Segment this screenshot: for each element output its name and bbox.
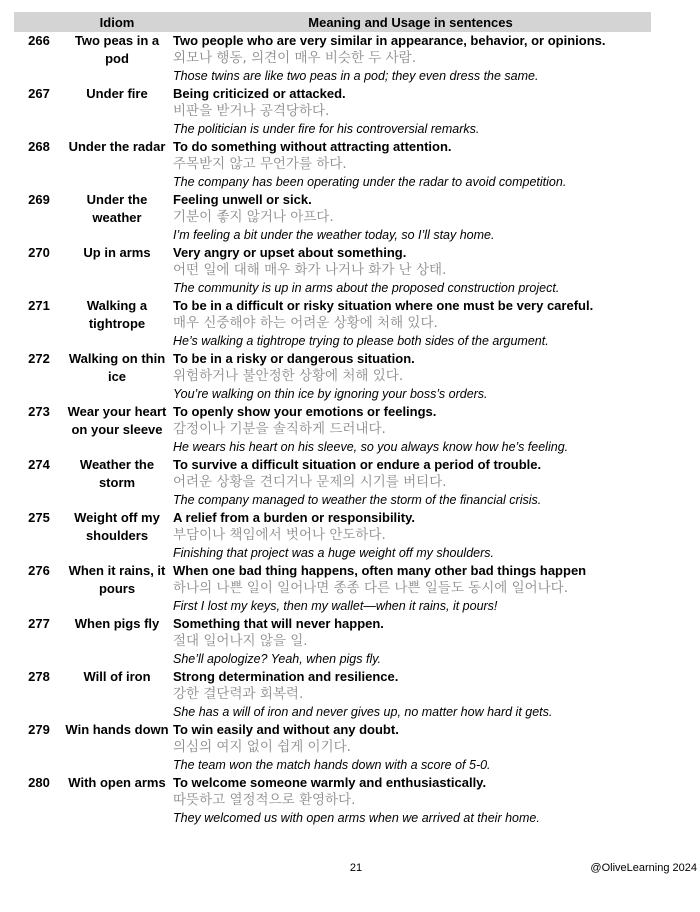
header-meaning: Meaning and Usage in sentences xyxy=(170,12,651,32)
idiom-number: 271 xyxy=(28,298,50,313)
idiom-number: 277 xyxy=(28,616,50,631)
meaning-english: Very angry or upset about something. xyxy=(173,245,407,260)
idiom-name: Will of iron xyxy=(83,669,151,684)
meaning-english: Two people who are very similar in appearance, behavior, or opinions. xyxy=(173,33,606,48)
idiom-meaning-cell xyxy=(170,562,651,615)
idiom-meaning-cell xyxy=(170,85,651,138)
meaning-english: To be in a risky or dangerous situation. xyxy=(173,351,415,366)
idiom-number: 270 xyxy=(28,245,50,260)
table-row xyxy=(14,191,651,244)
idiom-meaning-cell xyxy=(170,244,651,297)
meaning-english: To be in a difficult or risky situation where one must be very careful. xyxy=(173,298,594,313)
example-sentence: The politician is under fire for his controversial remarks. xyxy=(173,122,480,136)
idiom-meaning-cell xyxy=(170,350,651,403)
idiom-number: 278 xyxy=(28,669,50,684)
idiom-number: 266 xyxy=(28,33,50,48)
idiom-meaning-cell xyxy=(170,721,651,774)
example-sentence: They welcomed us with open arms when we arrived at their home. xyxy=(173,811,540,825)
idiom-name: Weight off my shoulders xyxy=(74,510,160,543)
meaning-korean: 기분이 좋지 않거나 아프다. xyxy=(173,209,334,225)
table-row xyxy=(14,615,651,668)
idiom-number: 279 xyxy=(28,722,50,737)
meaning-korean: 비판을 받거나 공격당하다. xyxy=(173,103,330,119)
table-row xyxy=(14,456,651,509)
idiom-number: 280 xyxy=(28,775,50,790)
meaning-english: To welcome someone warmly and enthusiastically. xyxy=(173,775,487,790)
meaning-korean: 주목받지 않고 무언가를 하다. xyxy=(173,156,347,172)
table-row xyxy=(14,32,651,85)
table-row xyxy=(14,774,651,827)
idiom-meaning-cell xyxy=(170,456,651,509)
example-sentence: I’m feeling a bit under the weather today, so I’ll stay home. xyxy=(173,228,495,242)
meaning-english: A relief from a burden or responsibility. xyxy=(173,510,415,525)
meaning-english: To survive a difficult situation or endure a period of trouble. xyxy=(173,457,542,472)
idiom-meaning-cell xyxy=(170,32,651,85)
meaning-english: To openly show your emotions or feelings. xyxy=(173,404,437,419)
header-idiom: Idiom xyxy=(64,12,170,32)
idiom-table xyxy=(14,12,651,827)
table-row xyxy=(14,350,651,403)
example-sentence: The company has been operating under the radar to avoid competition. xyxy=(173,175,567,189)
meaning-korean: 의심의 여지 없이 쉽게 이기다. xyxy=(173,739,351,755)
example-sentence: He’s walking a tightrope trying to please both sides of the argument. xyxy=(173,334,549,348)
idiom-name: Wear your heart on your sleeve xyxy=(67,404,167,437)
meaning-english: Feeling unwell or sick. xyxy=(173,192,312,207)
example-sentence: She has a will of iron and never gives up, no matter how hard it gets. xyxy=(173,705,553,719)
meaning-korean: 어려운 상황을 견디거나 문제의 시기를 버티다. xyxy=(173,474,447,490)
idiom-name: Under fire xyxy=(86,86,148,101)
example-sentence: First I lost my keys, then my wallet—when it rains, it pours! xyxy=(173,599,498,613)
table-row xyxy=(14,668,651,721)
meaning-english: When one bad thing happens, often many other bad things happen xyxy=(173,563,587,578)
meaning-english: Being criticized or attacked. xyxy=(173,86,346,101)
idiom-meaning-cell xyxy=(170,774,651,827)
idiom-name: Up in arms xyxy=(83,245,151,260)
table-row xyxy=(14,297,651,350)
idiom-name: When pigs fly xyxy=(74,616,160,631)
idiom-name: Weather the storm xyxy=(79,457,155,490)
idiom-number: 276 xyxy=(28,563,50,578)
idiom-meaning-cell xyxy=(170,615,651,668)
meaning-korean: 외모나 행동, 의견이 매우 비슷한 두 사람. xyxy=(173,50,416,66)
idiom-number: 275 xyxy=(28,510,50,525)
idiom-name: Two peas in a pod xyxy=(74,33,160,66)
table-row xyxy=(14,85,651,138)
table-body xyxy=(14,32,651,827)
meaning-korean: 부담이나 책임에서 벗어나 안도하다. xyxy=(173,527,386,543)
example-sentence: You’re walking on thin ice by ignoring your boss’s orders. xyxy=(173,387,488,401)
idiom-number: 273 xyxy=(28,404,50,419)
table-row xyxy=(14,244,651,297)
example-sentence: The team won the match hands down with a score of 5-0. xyxy=(173,758,491,772)
idiom-number: 269 xyxy=(28,192,50,207)
idiom-name: Win hands down xyxy=(65,722,169,737)
idiom-meaning-cell xyxy=(170,403,651,456)
meaning-korean: 감정이나 기분을 솔직하게 드러내다. xyxy=(173,421,386,437)
example-sentence: The company managed to weather the storm of the financial crisis. xyxy=(173,493,542,507)
meaning-english: To do something without attracting attention. xyxy=(173,139,452,154)
meaning-english: To win easily and without any doubt. xyxy=(173,722,399,737)
example-sentence: The community is up in arms about the proposed construction project. xyxy=(173,281,560,295)
meaning-korean: 절대 일어나지 않을 일. xyxy=(173,633,308,649)
meaning-korean: 하나의 나쁜 일이 일어나면 종종 다른 나쁜 일들도 동시에 일어나다. xyxy=(173,580,569,596)
idiom-meaning-cell xyxy=(170,191,651,244)
table-row xyxy=(14,138,651,191)
idiom-meaning-cell xyxy=(170,297,651,350)
footer-credit: @OliveLearning 2024 xyxy=(590,862,697,874)
idiom-meaning-cell xyxy=(170,138,651,191)
table-row xyxy=(14,562,651,615)
idiom-meaning-cell xyxy=(170,509,651,562)
meaning-korean: 위험하거나 불안정한 상황에 처해 있다. xyxy=(173,368,404,384)
idiom-name: Under the radar xyxy=(68,139,166,154)
page-number: 21 xyxy=(349,862,363,874)
example-sentence: She’ll apologize? Yeah, when pigs fly. xyxy=(173,652,382,666)
example-sentence: Those twins are like two peas in a pod; they even dress the same. xyxy=(173,69,539,83)
idiom-meaning-cell xyxy=(170,668,651,721)
meaning-english: Something that will never happen. xyxy=(173,616,384,631)
table-row xyxy=(14,509,651,562)
meaning-english: Strong determination and resilience. xyxy=(173,669,399,684)
table-row xyxy=(14,721,651,774)
idiom-name: With open arms xyxy=(68,775,166,790)
idiom-name: Under the weather xyxy=(86,192,148,225)
idiom-name: Walking a tightrope xyxy=(86,298,148,331)
table-row xyxy=(14,403,651,456)
meaning-korean: 매우 신중해야 하는 어려운 상황에 처해 있다. xyxy=(173,315,438,331)
idiom-number: 274 xyxy=(28,457,50,472)
idiom-name: When it rains, it pours xyxy=(68,563,166,596)
idiom-number: 268 xyxy=(28,139,50,154)
example-sentence: Finishing that project was a huge weight off my shoulders. xyxy=(173,546,495,560)
meaning-korean: 강한 결단력과 회복력. xyxy=(173,686,304,702)
meaning-korean: 따뜻하고 열정적으로 환영하다. xyxy=(173,792,356,808)
meaning-korean: 어떤 일에 대해 매우 화가 나거나 화가 난 상태. xyxy=(173,262,447,278)
idiom-number: 272 xyxy=(28,351,50,366)
example-sentence: He wears his heart on his sleeve, so you always know how he’s feeling. xyxy=(173,440,569,454)
idiom-name: Walking on thin ice xyxy=(68,351,166,384)
table-header-row xyxy=(14,12,651,32)
idiom-number: 267 xyxy=(28,86,50,101)
header-number xyxy=(14,12,64,32)
